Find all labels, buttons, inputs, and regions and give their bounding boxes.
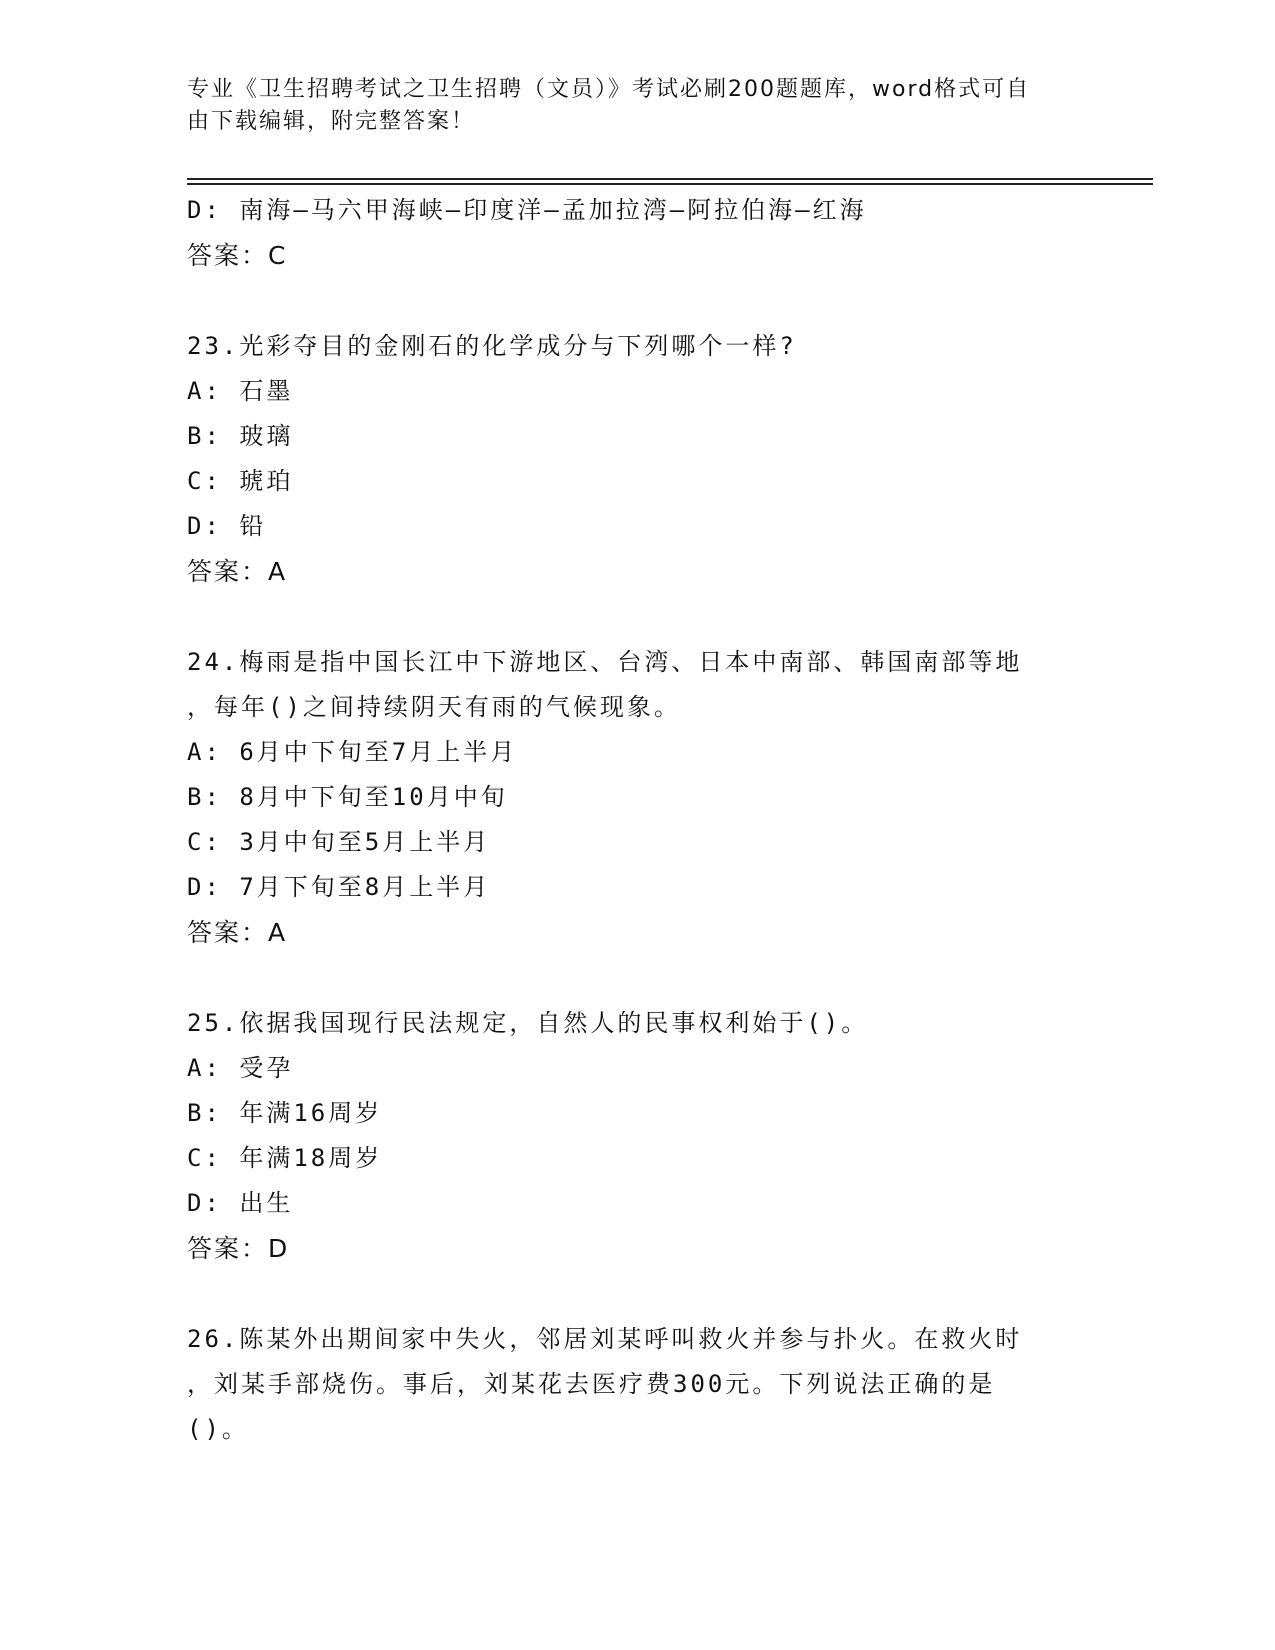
prev-option-d: D: 南海—马六甲海峡—印度洋—孟加拉湾—阿拉伯海—红海 (187, 196, 867, 224)
option-b: B: 玻璃 (187, 422, 294, 450)
question-stem: 24.梅雨是指中国长江中下游地区、台湾、日本中南部、韩国南部等地 (187, 648, 1023, 676)
option-c: C: 3月中旬至5月上半月 (187, 828, 491, 856)
option-a: A: 6月中下旬至7月上半月 (187, 738, 518, 766)
option-b: B: 年满16周岁 (187, 1099, 383, 1127)
option-b: B: 8月中下旬至10月中旬 (187, 783, 508, 811)
question-stem-continued: ，刘某手部烧伤。事后，刘某花去医疗费300元。下列说法正确的是 (187, 1370, 996, 1398)
answer-line: 答案：A (187, 557, 288, 586)
question-block (187, 324, 1087, 594)
question-block (187, 1001, 1087, 1271)
option-c: C: 琥珀 (187, 467, 294, 495)
header-divider-top (187, 178, 1153, 180)
header-divider-bottom (187, 183, 1153, 185)
question-stem: 23.光彩夺目的金刚石的化学成分与下列哪个一样? (187, 332, 797, 360)
option-d: D: 出生 (187, 1189, 294, 1217)
spacer (187, 278, 1087, 324)
question-block (187, 640, 1087, 955)
question-block (187, 1317, 1087, 1452)
header-line-2: 由下载编辑，附完整答案！ (187, 109, 476, 134)
spacer (187, 1271, 1087, 1317)
spacer (187, 594, 1087, 640)
answer-line: 答案：D (187, 1234, 290, 1263)
question-stem: 26.陈某外出期间家中失火，邻居刘某呼叫救火并参与扑火。在救火时 (187, 1325, 1023, 1353)
question-stem-continued: ()。 (187, 1415, 249, 1443)
option-a: A: 受孕 (187, 1054, 294, 1082)
option-d: D: 7月下旬至8月上半月 (187, 873, 491, 901)
document-header (187, 74, 1087, 138)
spacer (187, 955, 1087, 1001)
header-line-1: 专业《卫生招聘考试之卫生招聘（文员）》考试必刷200题题库，word格式可自 (187, 77, 1031, 102)
answer-line: 答案：A (187, 918, 288, 947)
option-c: C: 年满18周岁 (187, 1144, 383, 1172)
option-d: D: 铅 (187, 512, 267, 540)
option-a: A: 石墨 (187, 377, 294, 405)
question-stem-continued: ，每年()之间持续阴天有雨的气候现象。 (187, 693, 681, 721)
prev-answer: 答案：C (187, 241, 288, 270)
question-stem: 25.依据我国现行民法规定，自然人的民事权利始于()。 (187, 1009, 869, 1037)
question-list (187, 188, 1087, 1452)
